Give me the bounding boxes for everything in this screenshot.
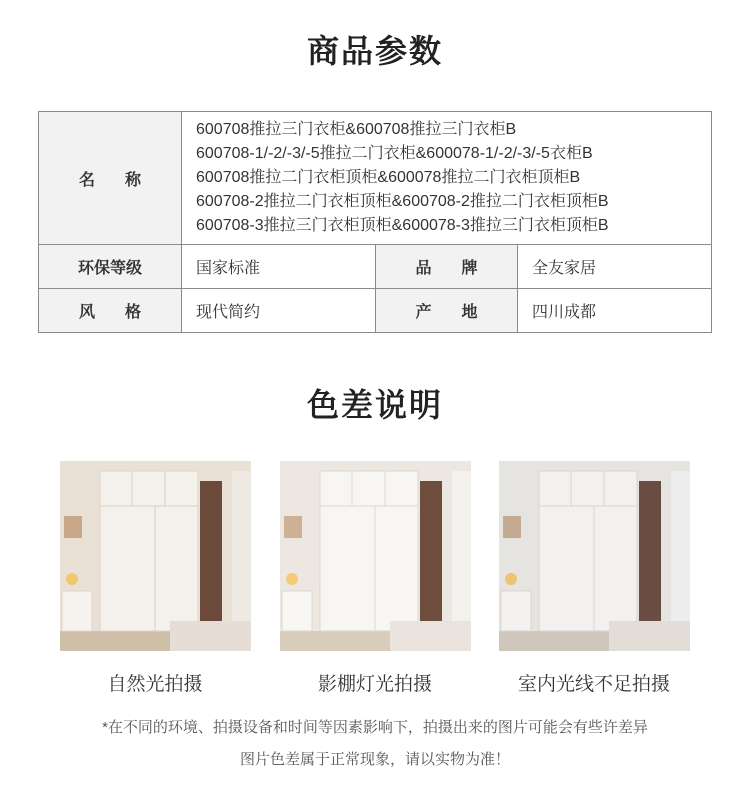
params-table	[38, 111, 712, 333]
wardrobe-image	[499, 461, 690, 651]
name-label: 名称	[78, 171, 171, 189]
params-title: 商品参数	[306, 33, 443, 69]
style-label-cell	[39, 289, 182, 333]
name-label-cell	[39, 112, 182, 245]
name-line: 600708推拉三门衣柜&600708推拉三门衣柜B	[196, 121, 517, 138]
brand-label: 品牌	[415, 260, 508, 277]
wardrobe-image	[280, 461, 471, 651]
eco-label: 环保等级	[39, 245, 182, 289]
name-line: 600708-2推拉二门衣柜顶柜&600708-2推拉二门衣柜顶柜B	[196, 193, 609, 210]
wardrobe-photo-studio	[280, 461, 471, 651]
style-label: 风格	[78, 304, 171, 321]
origin-value: 四川成都	[518, 289, 712, 333]
name-line: 600708-1/-2/-3/-5推拉二门衣柜&600078-1/-2/-3/-5衣柜B	[196, 145, 593, 162]
color-diff-title: 色差说明	[306, 387, 443, 423]
eco-value: 国家标准	[182, 245, 376, 289]
origin-label: 产地	[415, 304, 508, 321]
name-value-cell	[182, 112, 712, 245]
name-line: 600708-3推拉三门衣柜顶柜&600078-3推拉三门衣柜顶柜B	[196, 217, 609, 234]
table-row	[39, 245, 712, 289]
disclaimer-line-2: 图片色差属于正常现象，请以实物为准！	[239, 751, 510, 768]
name-line: 600708推拉二门衣柜顶柜&600078推拉二门衣柜顶柜B	[196, 169, 581, 186]
brand-value: 全友家居	[518, 245, 712, 289]
photo-caption: 自然光拍摄	[107, 674, 203, 695]
photo-caption: 室内光线不足拍摄	[517, 674, 670, 695]
table-row	[39, 112, 712, 245]
disclaimer-line-1: *在不同的环境、拍摄设备和时间等因素影响下，拍摄出来的图片可能会有些许差异	[102, 719, 648, 736]
wardrobe-photo-dim	[499, 461, 690, 651]
name-lines	[182, 112, 711, 244]
style-value: 现代简约	[182, 289, 376, 333]
table-row	[39, 289, 712, 333]
wardrobe-image	[60, 461, 251, 651]
brand-label-cell	[376, 245, 518, 289]
origin-label-cell	[376, 289, 518, 333]
wardrobe-photo-natural	[60, 461, 251, 651]
photo-caption: 影棚灯光拍摄	[317, 674, 432, 695]
